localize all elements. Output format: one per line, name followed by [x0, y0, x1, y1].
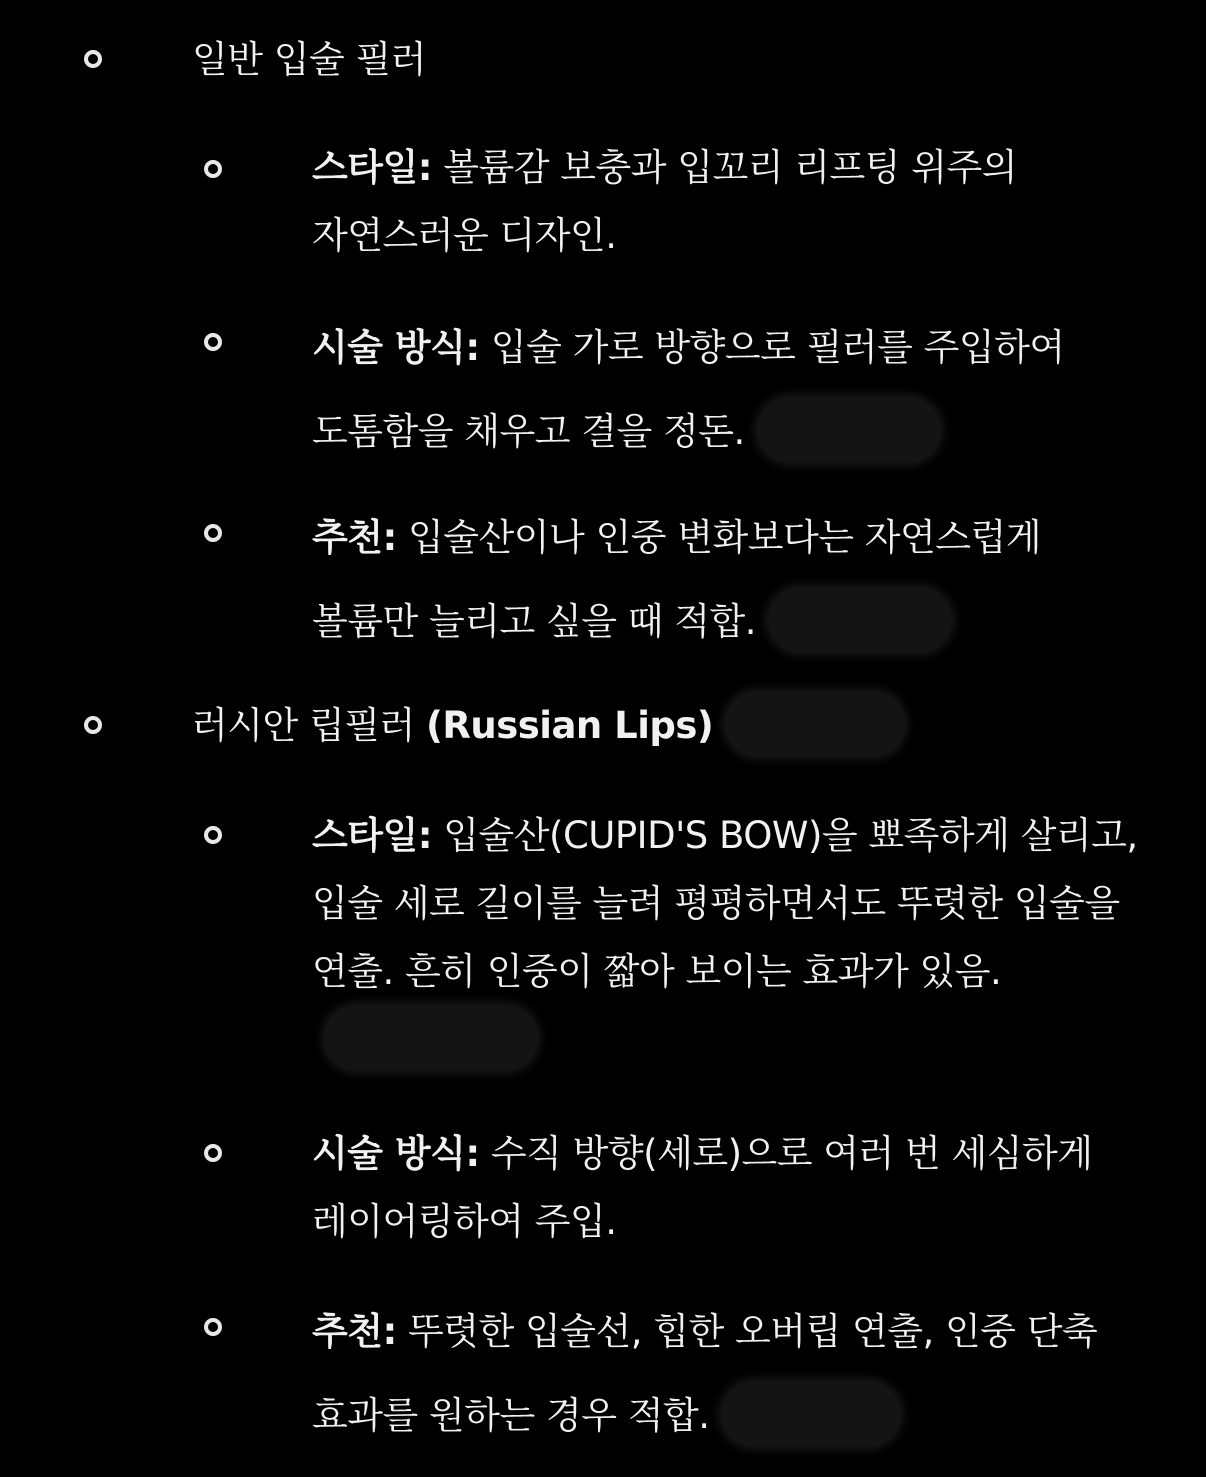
list-item-text [312, 802, 1142, 1074]
item-text: 러시안 립필러 [192, 704, 426, 747]
hollow-circle-bullet-icon [204, 524, 222, 542]
item-text: 입술산(CUPID'S BOW)을 뾰족하게 살리고, 입술 세로 길이를 늘려 평평하면서도 뚜렷한 입술을 연출. 흔히 인중이 짧아 보이는 효과가 있음. [312, 814, 1138, 993]
item-label: (Russian Lips) [425, 704, 714, 747]
item-label: 시술 방식: [312, 1132, 480, 1175]
item-text: 입술산이나 인중 변화보다는 자연스럽게 볼륨만 늘리고 싶을 때 적합. [312, 516, 1041, 643]
item-text: 입술 가로 방향으로 필러를 주입하여 도톰함을 채우고 결을 정돈. [312, 326, 1065, 453]
item-text: 뚜렷한 입술선, 힙한 오버립 연출, 인중 단축 효과를 원하는 경우 적합. [312, 1310, 1098, 1437]
item-text: 수직 방향(세로)으로 여러 번 세심하게 레이어링하여 주입. [312, 1132, 1093, 1243]
item-text: 일반 입술 필러 [192, 38, 426, 81]
hollow-circle-bullet-icon [204, 1144, 222, 1162]
source-link-chip[interactable] [770, 589, 950, 651]
hollow-circle-bullet-icon [204, 826, 222, 844]
hollow-circle-bullet-icon [84, 716, 102, 734]
item-label: 스타일: [312, 814, 433, 857]
source-link-chip[interactable] [723, 1383, 899, 1445]
list-item-text [312, 496, 1142, 664]
list-item-text [312, 1120, 1142, 1256]
item-text: 볼륨감 보충과 입꼬리 리프팅 위주의 자연스러운 디자인. [312, 146, 1017, 257]
item-label: 스타일: [312, 146, 433, 189]
item-label: 추천: [312, 516, 397, 559]
list-item-text [312, 1290, 1142, 1458]
source-link-chip[interactable] [759, 399, 939, 461]
list-item-text [192, 692, 1092, 760]
hollow-circle-bullet-icon [204, 160, 222, 178]
list-item-text [192, 26, 952, 94]
list-item-text [312, 134, 1142, 270]
item-label: 추천: [312, 1310, 397, 1353]
hollow-circle-bullet-icon [84, 50, 102, 68]
source-link-chip[interactable] [727, 693, 903, 755]
hollow-circle-bullet-icon [204, 1318, 222, 1336]
item-label: 시술 방식: [312, 326, 480, 369]
source-link-chip[interactable] [326, 1007, 536, 1069]
list-item-text [312, 306, 1142, 474]
hollow-circle-bullet-icon [204, 333, 222, 351]
